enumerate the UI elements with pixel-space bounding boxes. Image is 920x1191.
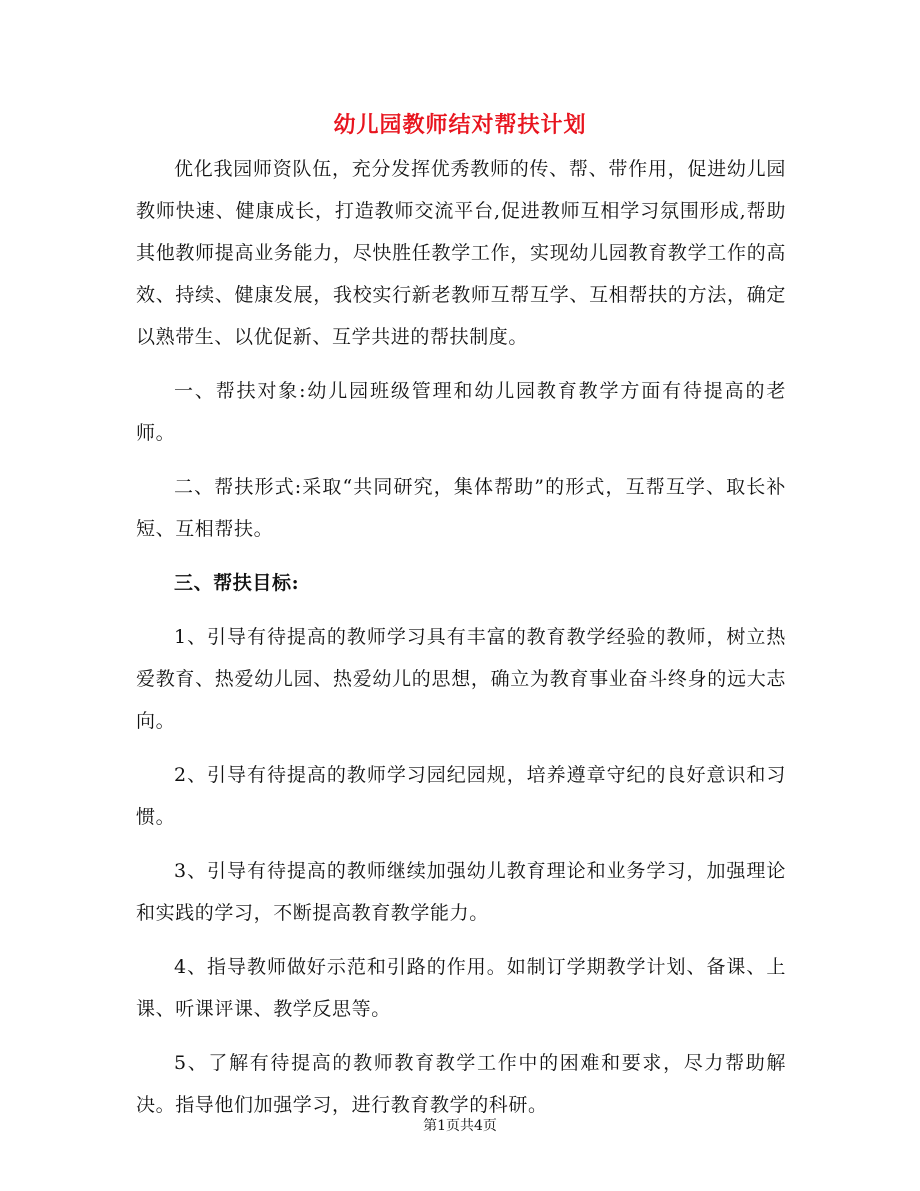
document-title: 幼儿园教师结对帮扶计划	[333, 112, 587, 138]
paragraph-goal-5: 5、了解有待提高的教师教育教学工作中的困难和要求，尽力帮助解决。指导他们加强学习，进行教育教学的科研。	[136, 1052, 786, 1116]
paragraph-intro: 优化我园师资队伍，充分发挥优秀教师的传、帮、带作用，促进幼儿园教师快速、健康成长，打造教师交流平台,促进教师互相学习氛围形成,帮助其他教师提高业务能力，尽快胜任教学工作，实现幼儿园教育教学工作的高效、持续、健康发展，我校实行新老教师互帮互学、互相帮扶的方法，确定以熟带生、以优促新、互学共进的帮扶制度。	[136, 158, 786, 348]
document-body	[136, 148, 786, 1138]
section-heading-goals: 三、帮扶目标:	[174, 572, 300, 594]
page-footer: 第1页共4页	[423, 1118, 497, 1134]
paragraph-section-1: 一、帮扶对象:幼儿园班级管理和幼儿园教育教学方面有待提高的老师。	[136, 380, 786, 444]
paragraph-goal-4: 4、指导教师做好示范和引路的作用。如制订学期教学计划、备课、上课、听课评课、教学反思等。	[136, 956, 786, 1020]
paragraph-section-2: 二、帮扶形式:采取“共同研究，集体帮助”的形式，互帮互学、取长补短、互相帮扶。	[136, 476, 786, 540]
paragraph-goal-1: 1、引导有待提高的教师学习具有丰富的教育教学经验的教师，树立热爱教育、热爱幼儿园、热爱幼儿的思想，确立为教育事业奋斗终身的远大志向。	[136, 626, 786, 732]
paragraph-goal-2: 2、引导有待提高的教师学习园纪园规，培养遵章守纪的良好意识和习惯。	[136, 764, 786, 828]
paragraph-goal-3: 3、引导有待提高的教师继续加强幼儿教育理论和业务学习，加强理论和实践的学习，不断提高教育教学能力。	[136, 860, 786, 924]
